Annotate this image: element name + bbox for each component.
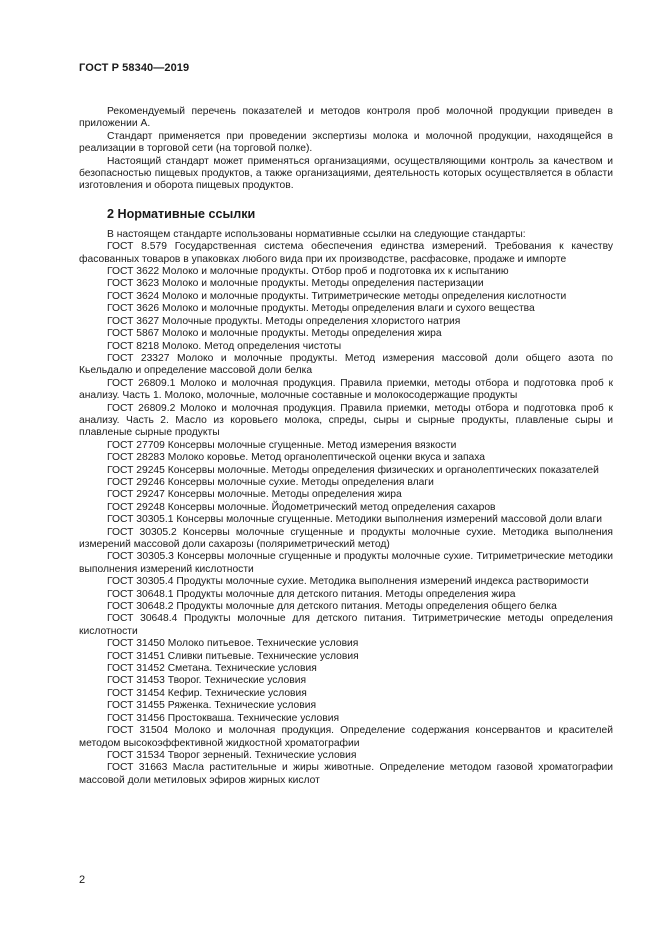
reference-item: ГОСТ 31534 Творог зерненый. Технические условия bbox=[107, 749, 357, 761]
reference-item: ГОСТ 31663 Масла растительные и жиры животные. Определение методом газовой хроматографии массовой доли метиловых эфиров жирных кислот bbox=[79, 762, 613, 786]
reference-item: ГОСТ 3627 Молочные продукты. Методы определения хлористого натрия bbox=[107, 315, 461, 327]
reference-item: ГОСТ 30648.4 Продукты молочные для детского питания. Титриметрические методы определения кислотности bbox=[79, 613, 613, 637]
reference-item: ГОСТ 31456 Простокваша. Технические условия bbox=[107, 712, 340, 724]
reference-item: ГОСТ 8.579 Государственная система обеспечения единства измерений. Требования к качеству фасованных товаров в упаковках любого вида при их производстве, расфасовке, продаже и импорте bbox=[79, 241, 613, 265]
reference-item: ГОСТ 30305.2 Консервы молочные сгущенные и продукты молочные сухие. Методика выполнения измерений массовой доли сахарозы (поляриметрический метод) bbox=[79, 526, 613, 550]
reference-item: ГОСТ 30648.2 Продукты молочные для детского питания. Методы определения общего белка bbox=[107, 601, 557, 613]
page-content bbox=[79, 106, 613, 787]
reference-item: ГОСТ 30305.1 Консервы молочные сгущенные. Методики выполнения измерений массовой доли влаги bbox=[107, 514, 603, 526]
reference-item: ГОСТ 5867 Молоко и молочные продукты. Методы определения жира bbox=[107, 328, 442, 340]
reference-item: ГОСТ 30305.3 Консервы молочные сгущенные и продукты молочные сухие. Титриметрические методики выполнения измерений кислотности bbox=[79, 551, 613, 575]
reference-item: ГОСТ 31504 Молоко и молочная продукция. Определение содержания консервантов и красителей методом высокоэффективной жидкостной хроматографии bbox=[79, 725, 613, 749]
reference-item: ГОСТ 30305.4 Продукты молочные сухие. Методика выполнения измерений индекса растворимости bbox=[107, 576, 589, 588]
reference-item: ГОСТ 31451 Сливки питьевые. Технические условия bbox=[107, 650, 359, 662]
reference-item: ГОСТ 31454 Кефир. Технические условия bbox=[107, 687, 307, 699]
section-title: 2 Нормативные ссылки bbox=[107, 206, 256, 221]
reference-item: ГОСТ 29246 Консервы молочные сухие. Методы определения влаги bbox=[107, 476, 434, 488]
intro-paragraph: Стандарт применяется при проведении экспертизы молока и молочной продукции, находящейся в реализации в торговой сети (на торговой полке). bbox=[79, 130, 613, 155]
reference-item: ГОСТ 31452 Сметана. Технические условия bbox=[107, 663, 317, 675]
section-lead: В настоящем стандарте использованы нормативные ссылки на следующие стандарты: bbox=[107, 228, 526, 240]
reference-item: ГОСТ 27709 Консервы молочные сгущенные. Метод измерения вязкости bbox=[107, 439, 457, 451]
intro-paragraph: Настоящий стандарт может применяться организациями, осуществляющими контроль за качеством и безопасностью пищевых продуктов, а также организациями, деятельность которых осуществляется в области изготовления и оборота пищевых продуктов. bbox=[79, 155, 613, 192]
reference-item: ГОСТ 3623 Молоко и молочные продукты. Методы определения пастеризации bbox=[107, 278, 484, 290]
reference-item: ГОСТ 8218 Молоко. Метод определения чистоты bbox=[107, 340, 342, 352]
document-header: ГОСТ Р 58340—2019 bbox=[79, 62, 190, 74]
reference-item: ГОСТ 3626 Молоко и молочные продукты. Методы определения влаги и сухого вещества bbox=[107, 303, 535, 315]
reference-item: ГОСТ 30648.1 Продукты молочные для детского питания. Методы определения жира bbox=[107, 588, 516, 600]
reference-item: ГОСТ 29247 Консервы молочные. Методы определения жира bbox=[107, 489, 402, 501]
reference-item: ГОСТ 26809.1 Молоко и молочная продукция. Правила приемки, методы отбора и подготовка проб к анализу. Часть 1. Молоко, молочные, молочные составные и молокосодержащие продукты bbox=[79, 377, 613, 402]
reference-item: ГОСТ 29245 Консервы молочные. Методы определения физических и органолептических показателей bbox=[107, 464, 599, 476]
intro-paragraph: Рекомендуемый перечень показателей и методов контроля проб молочной продукции приведен в приложении А. bbox=[79, 106, 613, 130]
reference-item: ГОСТ 23327 Молоко и молочные продукты. Метод измерения массовой доли общего азота по Кьельдалю и определение массовой доли белка bbox=[79, 352, 613, 377]
reference-item: ГОСТ 31453 Творог. Технические условия bbox=[107, 675, 307, 687]
reference-item: ГОСТ 31455 Ряженка. Технические условия bbox=[107, 700, 317, 712]
reference-item: ГОСТ 3622 Молоко и молочные продукты. Отбор проб и подготовка их к испытанию bbox=[107, 266, 509, 278]
reference-item: ГОСТ 28283 Молоко коровье. Метод органолептической оценки вкуса и запаха bbox=[107, 452, 486, 464]
page-number: 2 bbox=[79, 874, 86, 886]
reference-item: ГОСТ 31450 Молоко питьевое. Технические условия bbox=[107, 638, 359, 650]
reference-item: ГОСТ 3624 Молоко и молочные продукты. Титриметрические методы определения кислотности bbox=[107, 290, 567, 302]
reference-item: ГОСТ 29248 Консервы молочные. Йодометрический метод определения сахаров bbox=[107, 501, 496, 513]
reference-item: ГОСТ 26809.2 Молоко и молочная продукция. Правила приемки, методы отбора и подготовка проб к анализу. Часть 2. Масло из коровьего молока, спреды, сыры и сырные продукты, плавленые сыры и плавленые сырные продукты bbox=[79, 402, 613, 439]
